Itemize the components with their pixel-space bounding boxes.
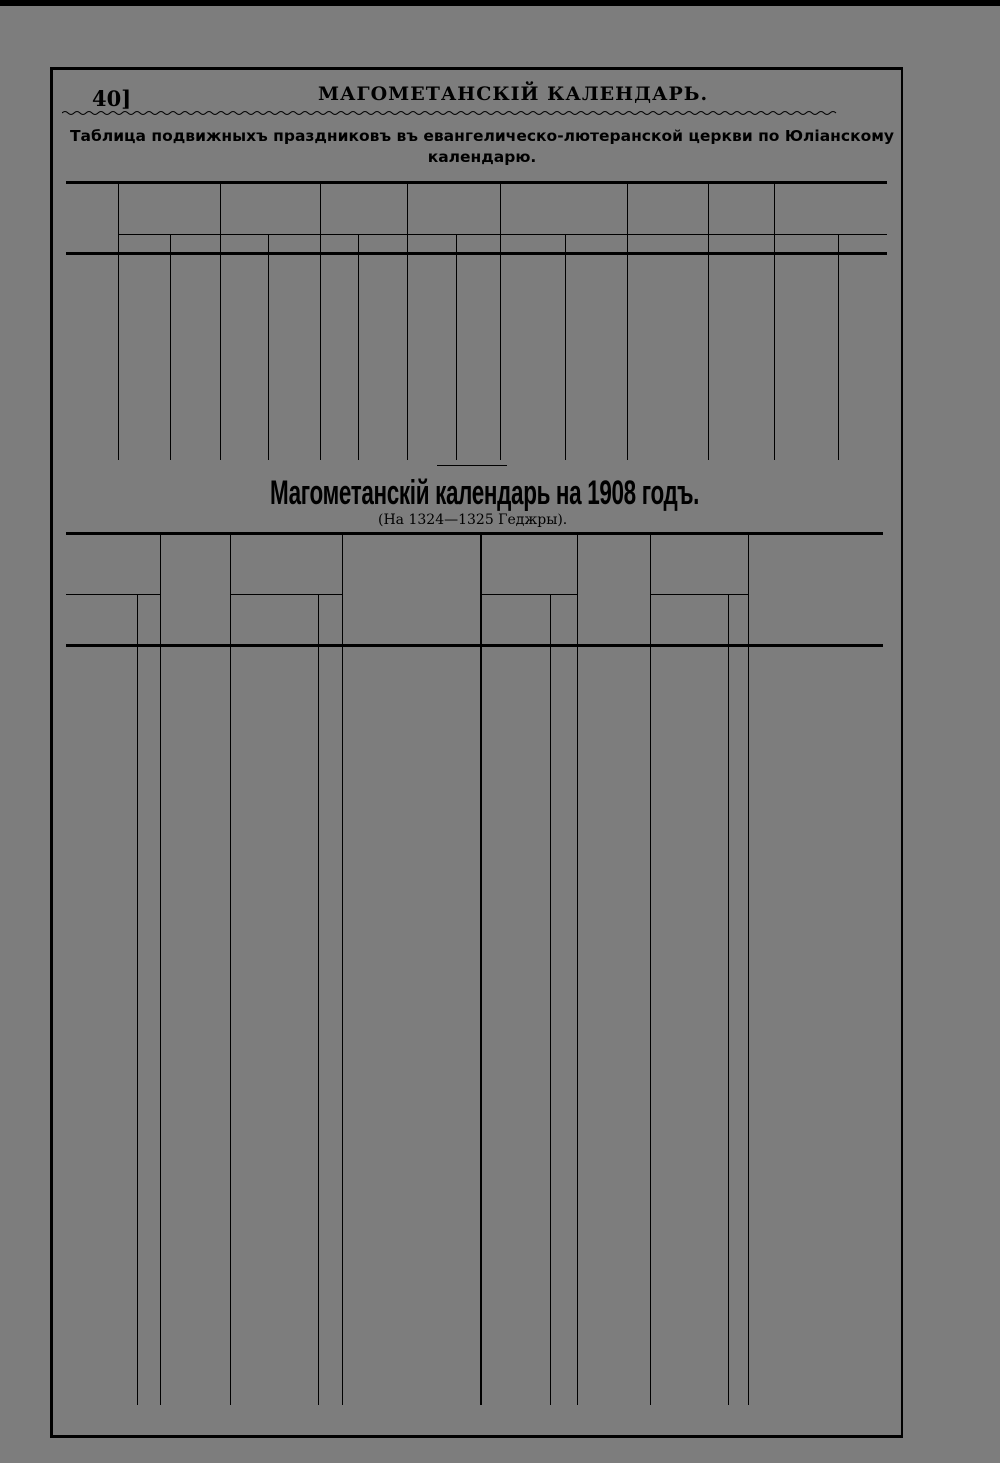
table1-col-divider xyxy=(220,184,221,460)
table1-subcol-divider xyxy=(268,234,269,460)
table2-col-divider xyxy=(577,534,578,1405)
table1-col-divider xyxy=(118,184,119,460)
table1-col-divider xyxy=(407,184,408,460)
table2-subheader-rule xyxy=(230,594,342,595)
running-title: МАГОМЕТАНСКІЙ КАЛЕНДАРЬ. xyxy=(318,83,709,105)
table2-subheader-rule xyxy=(66,594,160,595)
table1-subcol-divider xyxy=(456,234,457,460)
table1-col-divider xyxy=(320,184,321,460)
wavy-rule xyxy=(62,110,884,116)
scan-top-edge xyxy=(0,0,1000,6)
table2-col-divider xyxy=(160,534,161,1405)
table1-subcol-divider xyxy=(170,234,171,460)
table1-body-rule xyxy=(66,252,887,255)
table1-col-divider xyxy=(500,184,501,460)
table2-col-divider xyxy=(650,534,651,1405)
table1-subcol-divider xyxy=(565,234,566,460)
table2-top-rule xyxy=(66,532,883,535)
table2-subheader-rule xyxy=(480,594,577,595)
table2-col-divider xyxy=(342,534,343,1405)
table1-header-rule xyxy=(118,234,887,235)
separator-rule xyxy=(437,465,507,466)
table2-subcol-divider xyxy=(318,594,319,1405)
table1-subcol-divider xyxy=(838,234,839,460)
calendar-subtitle: (На 1324—1325 Геджры). xyxy=(378,512,568,528)
page-frame xyxy=(50,67,903,1438)
table2-subcol-divider xyxy=(137,594,138,1405)
table1-top-rule xyxy=(66,181,887,184)
table2-subheader-rule xyxy=(650,594,748,595)
page-number: 40] xyxy=(92,86,132,111)
table1-title: Таблица подвижныхъ праздниковъ въ евангелическо-лютеранской церкви по Юліанскому календарю. xyxy=(69,127,895,166)
table2-subcol-divider xyxy=(728,594,729,1405)
table2-col-divider xyxy=(550,594,551,1405)
calendar-title: Магометанскій календарь на 1908 годъ. xyxy=(270,474,700,512)
table2-col-divider xyxy=(230,534,231,1405)
table1-subcol-divider xyxy=(358,234,359,460)
table1-col-divider xyxy=(774,184,775,460)
table2-header-rule xyxy=(66,644,883,647)
table2-col-divider xyxy=(480,534,482,1405)
table1-col-divider xyxy=(627,184,628,460)
table1-col-divider xyxy=(708,184,709,460)
table2-col-divider xyxy=(748,534,749,1405)
